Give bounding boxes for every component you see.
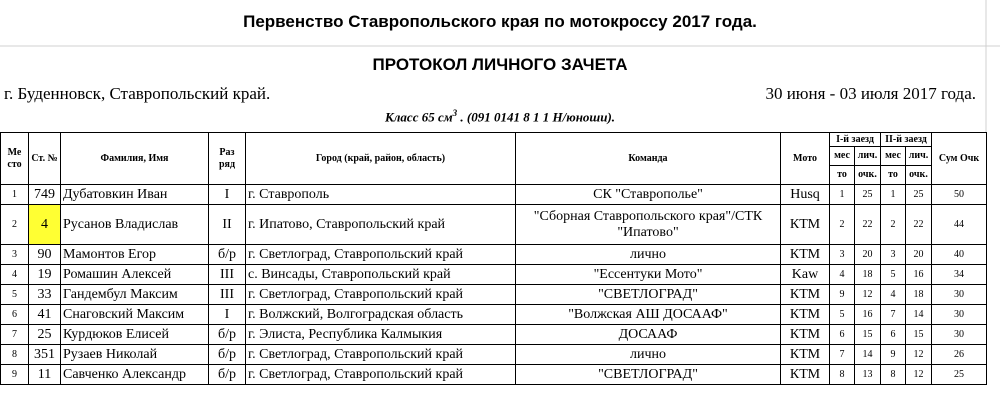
cell-name: Дубатовкин Иван [61, 185, 209, 205]
cell-h1-pts: 20 [855, 245, 881, 265]
cell-rank: III [209, 265, 246, 285]
cell-city: с. Винсады, Ставропольский край [246, 265, 516, 285]
cell-team: "Волжская АШ ДОСААФ" [516, 305, 781, 325]
cell-h2-pts: 16 [906, 265, 932, 285]
cell-h1-pts: 15 [855, 325, 881, 345]
cell-h1-pts: 12 [855, 285, 881, 305]
cell-team: "СВЕТЛОГРАД" [516, 365, 781, 385]
cell-h1-pts: 25 [855, 185, 881, 205]
cell-h1-place: 9 [830, 285, 855, 305]
col-rank: Раз ряд [209, 133, 246, 185]
cell-rank: б/р [209, 345, 246, 365]
cell-h2-place: 5 [881, 265, 906, 285]
cell-sum: 30 [932, 285, 987, 305]
cell-city: г. Элиста, Республика Калмыкия [246, 325, 516, 345]
cell-team: лично [516, 245, 781, 265]
col-heat2-points-b: очк. [906, 166, 932, 185]
cell-name: Гандембул Максим [61, 285, 209, 305]
table-row [1, 245, 987, 265]
cell-h2-pts: 14 [906, 305, 932, 325]
cell-sum: 26 [932, 345, 987, 365]
col-heat1-points-b: очк. [855, 166, 881, 185]
cell-h1-place: 3 [830, 245, 855, 265]
cell-city: г. Светлоград, Ставропольский край [246, 365, 516, 385]
cell-place: 7 [1, 325, 29, 345]
cell-rank: II [209, 205, 246, 245]
cell-name: Мамонтов Егор [61, 245, 209, 265]
cell-h1-pts: 22 [855, 205, 881, 245]
cell-start: 19 [29, 265, 61, 285]
cell-h1-pts: 18 [855, 265, 881, 285]
col-city: Город (край, район, область) [246, 133, 516, 185]
cell-h1-pts: 16 [855, 305, 881, 325]
table-row [1, 285, 987, 305]
cell-team: ДОСААФ [516, 325, 781, 345]
cell-sum: 30 [932, 305, 987, 325]
cell-name: Снаговский Максим [61, 305, 209, 325]
cell-rank: III [209, 285, 246, 305]
document-title: Первенство Ставропольского края по мотокроссу 2017 года. [243, 12, 757, 31]
cell-place: 1 [1, 185, 29, 205]
cell-h1-place: 7 [830, 345, 855, 365]
cell-h1-place: 8 [830, 365, 855, 385]
event-location: г. Буденновск, Ставропольский край. [4, 84, 271, 103]
cell-name: Рузаев Николай [61, 345, 209, 365]
class-line: Класс 65 $см^3$ . (091 0141 8 1 1 Н/юноши). [384, 108, 616, 125]
cell-start: 11 [29, 365, 61, 385]
cell-sum: 40 [932, 245, 987, 265]
cell-team: "Сборная Ставропольского края"/СТК "Ипатово" [516, 205, 781, 245]
cell-h2-place: 6 [881, 325, 906, 345]
cell-moto: Kaw [781, 265, 830, 285]
col-heat2-points-a: лич. [906, 147, 932, 166]
cell-h1-place: 6 [830, 325, 855, 345]
cell-city: г. Светлоград, Ставропольский край [246, 285, 516, 305]
cell-rank: б/р [209, 325, 246, 345]
cell-sum: 50 [932, 185, 987, 205]
col-heat2-place-b: то [881, 166, 906, 185]
cell-h2-pts: 25 [906, 185, 932, 205]
cell-sum: 44 [932, 205, 987, 245]
cell-place: 6 [1, 305, 29, 325]
cell-moto: КТМ [781, 285, 830, 305]
cell-start: 33 [29, 285, 61, 305]
cell-h2-pts: 18 [906, 285, 932, 305]
col-heat1-place-a: мес [830, 147, 855, 166]
table-row [1, 365, 987, 385]
cell-start: 4 [29, 205, 61, 245]
cell-h2-pts: 15 [906, 325, 932, 345]
cell-team: "СВЕТЛОГРАД" [516, 285, 781, 305]
cell-start: 25 [29, 325, 61, 345]
cell-place: 9 [1, 365, 29, 385]
cell-moto: КТМ [781, 305, 830, 325]
cell-city: г. Волжский, Волгоградская область [246, 305, 516, 325]
table-row [1, 345, 987, 365]
cell-name: Ромашин Алексей [61, 265, 209, 285]
results-table [0, 132, 987, 385]
col-heat2-place-a: мес [881, 147, 906, 166]
cell-place: 5 [1, 285, 29, 305]
cell-moto: КТМ [781, 365, 830, 385]
cell-h2-place: 7 [881, 305, 906, 325]
cell-h2-place: 8 [881, 365, 906, 385]
cell-sum: 34 [932, 265, 987, 285]
cell-h2-pts: 12 [906, 365, 932, 385]
cell-start: 41 [29, 305, 61, 325]
cell-rank: б/р [209, 245, 246, 265]
cell-city: г. Ставрополь [246, 185, 516, 205]
cell-city: г. Ипатово, Ставропольский край [246, 205, 516, 245]
cell-h2-pts: 12 [906, 345, 932, 365]
cell-name: Русанов Владислав [61, 205, 209, 245]
table-row [1, 325, 987, 345]
cell-place: 8 [1, 345, 29, 365]
cell-h1-place: 1 [830, 185, 855, 205]
table-row [1, 205, 987, 245]
cell-place: 2 [1, 205, 29, 245]
col-name: Фамилия, Имя [61, 133, 209, 185]
table-row [1, 265, 987, 285]
cell-sum: 30 [932, 325, 987, 345]
cell-name: Савченко Александр [61, 365, 209, 385]
protocol-title: ПРОТОКОЛ ЛИЧНОГО ЗАЧЕТА [372, 55, 628, 74]
cell-h1-place: 5 [830, 305, 855, 325]
cell-h1-place: 2 [830, 205, 855, 245]
cell-h1-place: 4 [830, 265, 855, 285]
cell-moto: Husq [781, 185, 830, 205]
cell-h2-place: 4 [881, 285, 906, 305]
col-place: Ме сто [1, 133, 29, 185]
cell-team: СК "Ставрополье" [516, 185, 781, 205]
cell-moto: КТМ [781, 325, 830, 345]
cell-h2-pts: 20 [906, 245, 932, 265]
cell-place: 3 [1, 245, 29, 265]
cell-h1-pts: 14 [855, 345, 881, 365]
cell-moto: КТМ [781, 245, 830, 265]
cell-h2-place: 9 [881, 345, 906, 365]
cell-rank: I [209, 305, 246, 325]
cell-rank: б/р [209, 365, 246, 385]
col-heat2: II-й заезд [881, 133, 932, 147]
col-moto: Мото [781, 133, 830, 185]
cell-h2-place: 3 [881, 245, 906, 265]
table-row [1, 305, 987, 325]
col-start: Ст. № [29, 133, 61, 185]
cell-sum: 25 [932, 365, 987, 385]
col-heat1-points-a: лич. [855, 147, 881, 166]
col-sum: Сум Очк [932, 133, 987, 185]
event-dates: 30 июня - 03 июля 2017 года. [765, 84, 976, 103]
cell-team: лично [516, 345, 781, 365]
cell-start: 351 [29, 345, 61, 365]
col-team: Команда [516, 133, 781, 185]
col-heat1: I-й заезд [830, 133, 881, 147]
cell-city: г. Светлоград, Ставропольский край [246, 245, 516, 265]
cell-team: "Ессентуки Мото" [516, 265, 781, 285]
col-heat1-place-b: то [830, 166, 855, 185]
cell-moto: КТМ [781, 345, 830, 365]
cell-place: 4 [1, 265, 29, 285]
cell-name: Курдюков Елисей [61, 325, 209, 345]
table-row [1, 185, 987, 205]
cell-h2-place: 1 [881, 185, 906, 205]
cell-moto: КТМ [781, 205, 830, 245]
cell-rank: I [209, 185, 246, 205]
cell-start: 90 [29, 245, 61, 265]
cell-h2-pts: 22 [906, 205, 932, 245]
cell-start: 749 [29, 185, 61, 205]
cell-h1-pts: 13 [855, 365, 881, 385]
cell-city: г. Светлоград, Ставропольский край [246, 345, 516, 365]
cell-h2-place: 2 [881, 205, 906, 245]
